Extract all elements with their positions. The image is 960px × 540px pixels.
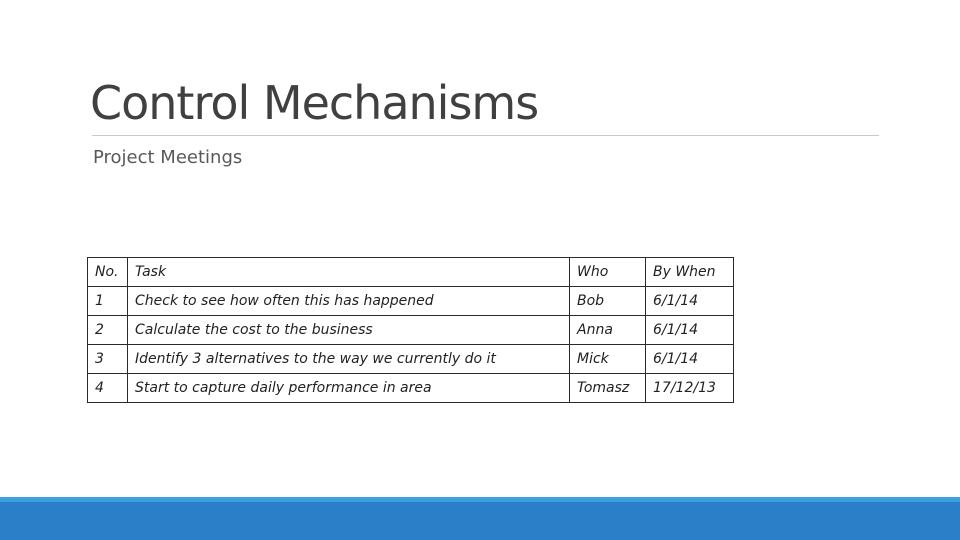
cell-who: Mick xyxy=(570,345,646,374)
cell-who: Bob xyxy=(570,287,646,316)
header-who: Who xyxy=(570,258,646,287)
cell-no: 3 xyxy=(88,345,128,374)
cell-task: Calculate the cost to the business xyxy=(128,316,570,345)
table-row xyxy=(88,374,734,403)
cell-by-when: 6/1/14 xyxy=(646,316,734,345)
cell-by-when: 6/1/14 xyxy=(646,287,734,316)
table-row xyxy=(88,316,734,345)
cell-who: Anna xyxy=(570,316,646,345)
header-no: No. xyxy=(88,258,128,287)
cell-who: Tomasz xyxy=(570,374,646,403)
cell-no: 1 xyxy=(88,287,128,316)
cell-no: 2 xyxy=(88,316,128,345)
table-header-row xyxy=(88,258,734,287)
slide-subtitle: Project Meetings xyxy=(93,147,243,168)
header-task: Task xyxy=(128,258,570,287)
cell-by-when: 6/1/14 xyxy=(646,345,734,374)
cell-task: Start to capture daily performance in area xyxy=(128,374,570,403)
cell-no: 4 xyxy=(88,374,128,403)
cell-task: Check to see how often this has happened xyxy=(128,287,570,316)
header-by-when: By When xyxy=(646,258,734,287)
slide-title: Control Mechanisms xyxy=(90,76,539,130)
cell-by-when: 17/12/13 xyxy=(646,374,734,403)
cell-task: Identify 3 alternatives to the way we currently do it xyxy=(128,345,570,374)
action-table xyxy=(87,257,734,403)
table-row xyxy=(88,287,734,316)
table-row xyxy=(88,345,734,374)
footer-band xyxy=(0,502,960,540)
title-divider xyxy=(92,135,879,136)
